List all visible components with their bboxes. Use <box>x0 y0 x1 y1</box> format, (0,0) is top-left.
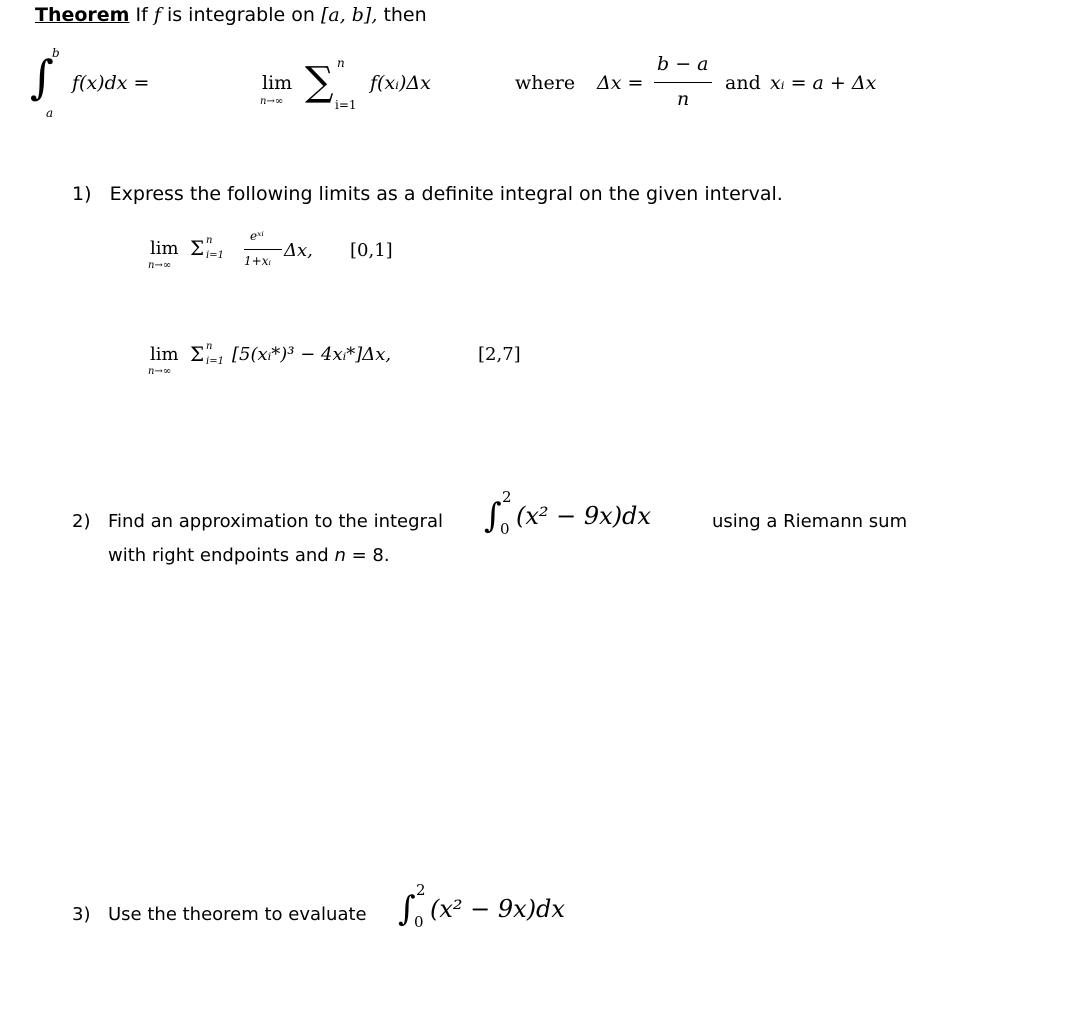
limit-sub: n→∞ <box>260 96 284 107</box>
q1a-sum-bottom: i=1 <box>206 250 224 261</box>
q1a-lim-sub: n→∞ <box>148 260 172 271</box>
q1a-lim: lim <box>150 238 179 259</box>
delta-x-label: Δx = <box>597 72 644 94</box>
q3-integral-lower: 0 <box>414 913 424 931</box>
q2-integral-lower: 0 <box>500 520 510 538</box>
q1a-denominator: 1+xᵢ <box>244 254 271 268</box>
theorem-then: then <box>383 4 427 26</box>
q1b-expression: [5(xᵢ*)³ − 4xᵢ*]Δx, <box>232 344 392 365</box>
q2-n: n <box>334 545 346 566</box>
q1b-interval: [2,7] <box>478 344 521 365</box>
question-3-text: Use the theorem to evaluate <box>108 904 367 925</box>
limit-lim: lim <box>262 72 293 94</box>
q1a-numerator: eˣⁱ <box>250 229 264 243</box>
fraction-denominator: n <box>677 88 690 110</box>
theorem-title: Theorem <box>35 4 130 26</box>
question-2-number: 2) <box>72 511 91 532</box>
q1a-sigma: Σ <box>190 236 205 260</box>
q1b-sum-top: n <box>206 341 213 352</box>
where-word: where <box>515 72 576 94</box>
integral-sign: ∫ <box>30 50 54 104</box>
fraction-numerator: b − a <box>657 53 709 75</box>
question-2-line2 <box>108 545 390 566</box>
q2-integrand: (x² − 9x)dx <box>516 502 651 530</box>
theorem-integrable: is integrable on <box>166 4 315 26</box>
q2-eq: = 8. <box>351 545 390 566</box>
q2-line2-text: with right endpoints and <box>108 545 329 566</box>
q3-integral-upper: 2 <box>416 881 426 899</box>
q2-integral-upper: 2 <box>502 488 512 506</box>
integrand: f(x)dx = <box>72 72 150 94</box>
integral-upper: b <box>52 46 60 60</box>
fraction-bar <box>654 82 712 83</box>
theorem-statement <box>35 4 427 26</box>
q3-integrand: (x² − 9x)dx <box>430 895 565 923</box>
summand: f(xᵢ)Δx <box>370 72 431 94</box>
theorem-if: If <box>135 4 148 26</box>
q1a-fraction-bar <box>244 249 282 250</box>
q1a-interval: [0,1] <box>350 240 393 261</box>
sum-bottom: i=1 <box>335 98 357 112</box>
q1b-sigma: Σ <box>190 342 205 366</box>
q1b-sum-bottom: i=1 <box>206 356 224 367</box>
q1a-sum-top: n <box>206 235 213 246</box>
q2-integral-sign: ∫ <box>484 496 502 536</box>
question-1-number: 1) <box>72 183 92 205</box>
q3-integral-sign: ∫ <box>398 889 416 929</box>
question-1 <box>72 183 783 205</box>
sum-top: n <box>337 56 345 70</box>
q1b-lim-sub: n→∞ <box>148 366 172 377</box>
question-1-text: Express the following limits as a definite integral on the given interval. <box>109 183 783 205</box>
xi-definition: xᵢ = a + Δx <box>770 72 877 94</box>
sigma-sign: ∑ <box>305 59 334 105</box>
and-word: and <box>725 72 761 94</box>
theorem-f: f <box>153 4 161 26</box>
question-3-number: 3) <box>72 904 91 925</box>
q1b-lim: lim <box>150 344 179 365</box>
question-2-text-after: using a Riemann sum <box>712 511 908 532</box>
q1a-delta: Δx, <box>284 240 313 261</box>
question-2-text-before: Find an approximation to the integral <box>108 511 443 532</box>
theorem-interval: [a, b], <box>320 4 378 26</box>
integral-lower: a <box>46 106 54 120</box>
